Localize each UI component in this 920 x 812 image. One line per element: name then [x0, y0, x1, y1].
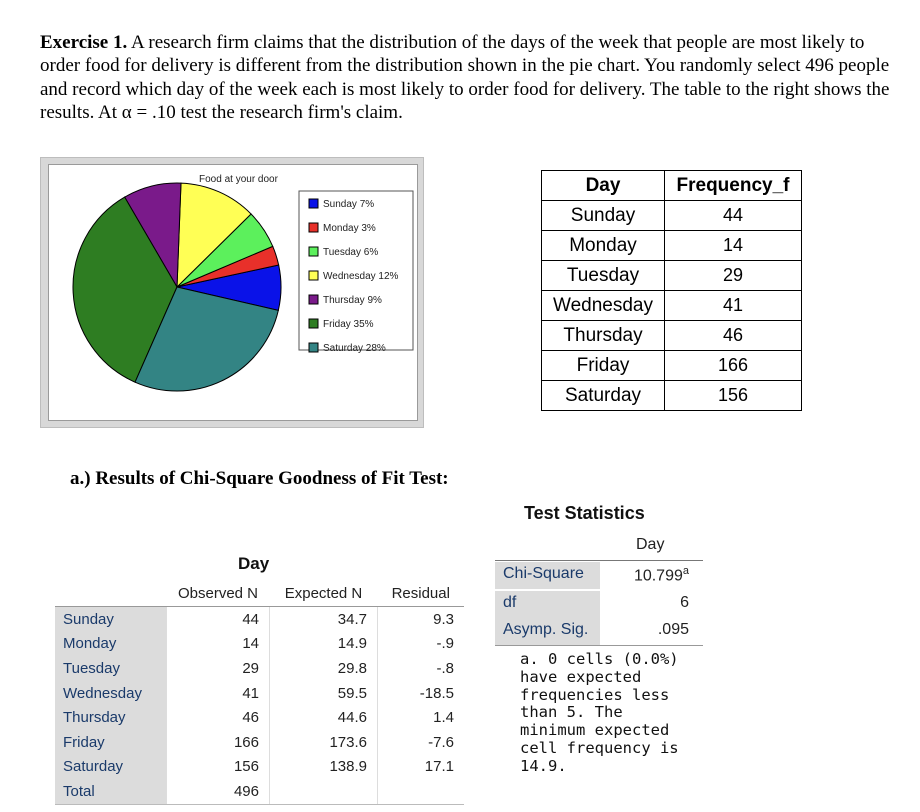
- legend-label: Thursday 9%: [323, 295, 382, 306]
- row-label: Sunday: [55, 607, 167, 632]
- residual-cell: -18.5: [378, 681, 465, 706]
- expected-cell: 44.6: [270, 705, 378, 730]
- residual-cell: -7.6: [378, 730, 465, 755]
- row-label: Monday: [55, 632, 167, 657]
- expected-cell: 59.5: [270, 681, 378, 706]
- observed-row: [55, 607, 464, 632]
- test-statistics-divider: [495, 560, 703, 561]
- frequency-table: [541, 170, 802, 411]
- observed-row: [55, 656, 464, 681]
- df-label: df: [503, 594, 517, 611]
- frequency-row: [542, 201, 802, 231]
- legend-swatch: [309, 343, 318, 352]
- frequency-header-row: [542, 171, 802, 201]
- residual-cell: -.8: [378, 656, 465, 681]
- expected-cell: [270, 779, 378, 804]
- pie-chart-frame: [40, 157, 424, 428]
- pie-chart: [49, 165, 417, 420]
- header-blank: [55, 580, 167, 607]
- row-label: Saturday: [55, 755, 167, 780]
- legend-label: Friday 35%: [323, 319, 374, 330]
- frequency-day-cell: Tuesday: [542, 261, 665, 291]
- expected-cell: 14.9: [270, 632, 378, 657]
- test-stat-row-df: [495, 591, 703, 618]
- observed-cell: 156: [167, 755, 270, 780]
- chart-title: Food at your door: [199, 174, 278, 185]
- residual-cell: 17.1: [378, 755, 465, 780]
- observed-table-title: Day: [238, 554, 270, 573]
- legend-label: Sunday 7%: [323, 199, 375, 210]
- legend-label: Saturday 28%: [323, 343, 386, 354]
- header-day: Day: [542, 171, 665, 201]
- row-label: Tuesday: [55, 656, 167, 681]
- row-label: Thursday: [55, 705, 167, 730]
- frequency-value-cell: 14: [665, 231, 802, 261]
- observed-cell: 41: [167, 681, 270, 706]
- header-residual: Residual: [378, 580, 465, 607]
- residual-cell: 9.3: [378, 607, 465, 632]
- header-frequency: Frequency_f: [665, 171, 802, 201]
- frequency-value-cell: 156: [665, 381, 802, 411]
- chi-square-value: 10.799$^a$: [633, 565, 689, 585]
- frequency-day-cell: Wednesday: [542, 291, 665, 321]
- test-statistics-footnote: a. 0 cells (0.0%) have expected frequencies less than 5. The minimum expected cell frequency is 14.9.: [520, 650, 679, 775]
- frequency-day-cell: Thursday: [542, 321, 665, 351]
- sig-value: .095: [657, 621, 689, 638]
- exercise-text: A research firm claims that the distribution of the days of the week that people are most likely to order food for delivery is different from the distribution shown in the pie chart. You randomly select 496 people and record which day of the week each is most likely to order food for delivery. The table to the right shows the results. At α = .10 test the research firm's claim.: [40, 32, 890, 123]
- expected-cell: 173.6: [270, 730, 378, 755]
- row-label: Friday: [55, 730, 167, 755]
- residual-cell: -.9: [378, 632, 465, 657]
- header-expected: Expected N: [270, 580, 378, 607]
- legend-swatch: [309, 247, 318, 256]
- observed-row: [55, 705, 464, 730]
- frequency-value-cell: 41: [665, 291, 802, 321]
- observed-cell: 29: [167, 656, 270, 681]
- frequency-row: [542, 321, 802, 351]
- test-statistics-column: Day: [636, 536, 665, 553]
- frequency-day-cell: Sunday: [542, 201, 665, 231]
- header-observed: Observed N: [167, 580, 270, 607]
- frequency-day-cell: Saturday: [542, 381, 665, 411]
- exercise-label: Exercise 1.: [40, 32, 128, 53]
- frequency-value-cell: 29: [665, 261, 802, 291]
- frequency-row: [542, 261, 802, 291]
- legend-label: Wednesday 12%: [323, 271, 399, 282]
- observed-cell: 166: [167, 730, 270, 755]
- legend-swatch: [309, 223, 318, 232]
- row-label: Wednesday: [55, 681, 167, 706]
- expected-cell: 138.9: [270, 755, 378, 780]
- legend-swatch: [309, 295, 318, 304]
- frequency-value-cell: 166: [665, 351, 802, 381]
- frequency-row: [542, 231, 802, 261]
- frequency-value-cell: 44: [665, 201, 802, 231]
- test-statistics-title: Test Statistics: [524, 503, 645, 523]
- df-value: 6: [680, 594, 689, 611]
- legend-label: Tuesday 6%: [323, 247, 379, 258]
- legend-label: Monday 3%: [323, 223, 376, 234]
- observed-row: [55, 632, 464, 657]
- frequency-row: [542, 291, 802, 321]
- observed-cell: 44: [167, 607, 270, 632]
- frequency-day-cell: Monday: [542, 231, 665, 261]
- residual-cell: [378, 779, 465, 804]
- observed-header-row: [55, 580, 464, 607]
- section-a-heading: a.) Results of Chi-Square Goodness of Fit Test:: [70, 468, 449, 489]
- frequency-value-cell: 46: [665, 321, 802, 351]
- observed-row: [55, 755, 464, 780]
- observed-cell: 496: [167, 779, 270, 804]
- legend-swatch: [309, 271, 318, 280]
- sig-label: Asymp. Sig.: [503, 621, 589, 638]
- legend-swatch: [309, 199, 318, 208]
- pie-chart-panel: [48, 164, 418, 421]
- observed-cell: 46: [167, 705, 270, 730]
- observed-row: [55, 779, 464, 804]
- observed-expected-table: [55, 580, 464, 805]
- frequency-day-cell: Friday: [542, 351, 665, 381]
- residual-cell: 1.4: [378, 705, 465, 730]
- observed-row: [55, 730, 464, 755]
- legend-swatch: [309, 319, 318, 328]
- exercise-paragraph: [40, 31, 900, 124]
- pie-slices: [73, 183, 281, 391]
- expected-cell: 29.8: [270, 656, 378, 681]
- test-stat-row-chi-square: [495, 562, 703, 589]
- chi-square-label: Chi-Square: [503, 565, 584, 582]
- row-label: Total: [55, 779, 167, 804]
- observed-row: [55, 681, 464, 706]
- frequency-row: [542, 351, 802, 381]
- expected-cell: 34.7: [270, 607, 378, 632]
- observed-cell: 14: [167, 632, 270, 657]
- frequency-row: [542, 381, 802, 411]
- test-stat-row-sig: [495, 618, 703, 646]
